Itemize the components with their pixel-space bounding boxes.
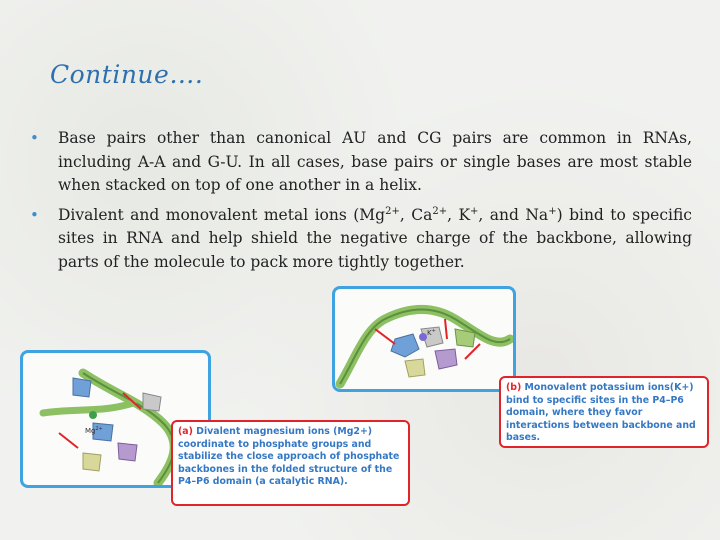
rna-structure-b-illustration [335,289,513,389]
bullet-text-segment: ) bind to specific sites in RNA and help shield the negative charge of the backbone, allowing parts of the molecule to pack more tightly together. [58,205,692,271]
bullet-text [58,129,692,194]
bullet-text-segment: Divalent and monovalent metal ions (Mg [58,205,386,224]
superscript-charge: + [548,205,557,217]
bullet-text-segment: , K [447,205,471,224]
superscript-charge: 2+ [385,205,400,217]
ion-label-k: K+ [427,328,436,337]
figure-b-image [332,286,516,392]
slide-title: Continue…. [50,60,204,89]
caption-a [171,420,410,506]
superscript-charge: + [470,205,479,217]
bullet-dot-icon: • [30,205,39,224]
bullet-item [30,204,692,275]
bullet-dot-icon: • [30,129,39,147]
caption-b-label: (b) [506,382,522,393]
ion-label-mg: $Mg^{2+}$ [85,426,103,435]
bullet-list [30,127,692,280]
bullet-text-segment: Base pairs other than canonical AU and CG pairs are common in RNAs, including A-A and G-U. In all cases, base pairs or single bases are most stable when stacked on top of one another in a helix. [58,129,692,194]
bullet-item [30,127,692,198]
bullet-text [58,206,692,271]
bullet-text-segment: , Ca [399,205,433,224]
caption-b-text: Monovalent potassium ions(K+) bind to specific sites in the P4–P6 domain, where they favor interactions between backbone and bases. [506,382,696,444]
caption-a-label: (a) [178,426,193,437]
caption-b [499,376,709,448]
bullet-text-segment: , and Na [478,205,549,224]
caption-a-text: Divalent magnesium ions (Mg2+) coordinate to phosphate groups and stabilize the close approach of phosphate backbones in the folded structure of the P4–P6 domain (a catalytic RNA). [178,426,400,488]
superscript-charge: 2+ [432,205,448,217]
